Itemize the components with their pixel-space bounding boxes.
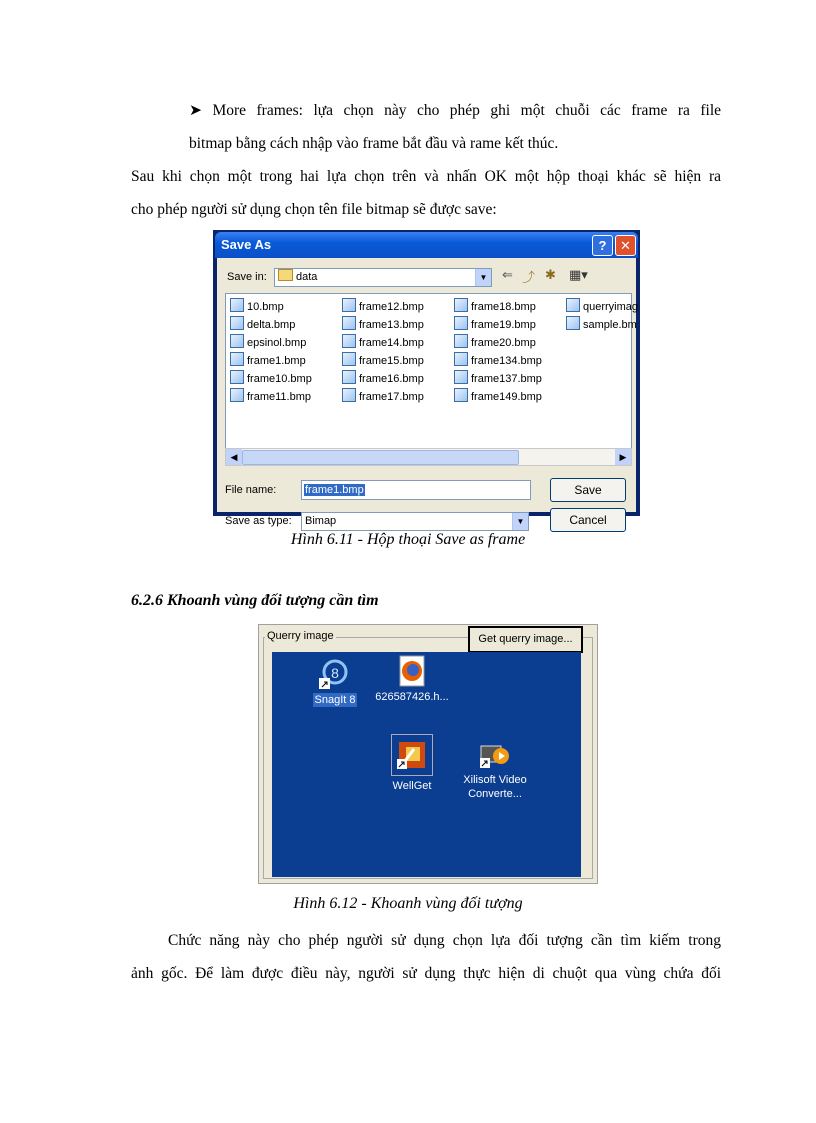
file-name: frame134.bmp — [471, 355, 542, 367]
bullet-line-1 — [189, 94, 721, 127]
file-name: frame17.bmp — [359, 391, 424, 403]
paragraph-2-line-2: ảnh gốc. Để làm được điều này, người sử dụng thực hiện di chuột qua vùng chứa đối — [131, 965, 721, 982]
file-item[interactable] — [454, 352, 562, 368]
desktop-icon-xilisoft[interactable] — [450, 738, 540, 801]
file-name: frame137.bmp — [471, 373, 542, 385]
bitmap-file-icon — [342, 316, 356, 330]
bitmap-file-icon — [342, 388, 356, 402]
bitmap-file-icon — [230, 370, 244, 384]
dialog-title: Save As — [221, 237, 272, 252]
bitmap-file-icon — [230, 334, 244, 348]
file-item[interactable] — [454, 388, 562, 404]
desktop-area[interactable] — [272, 652, 581, 877]
bitmap-file-icon — [342, 334, 356, 348]
caption-figure-6-11: Hình 6.11 - Hộp thoại Save as frame — [290, 531, 526, 548]
section-heading: 6.2.6 Khoanh vùng đối tượng cần tìm — [131, 592, 379, 609]
save-in-value: data — [296, 271, 318, 283]
chevron-down-icon[interactable]: ▼ — [475, 269, 491, 286]
bitmap-file-icon — [454, 370, 468, 384]
desktop-icon-label: SnagIt 8 — [314, 694, 356, 706]
bitmap-file-icon — [230, 298, 244, 312]
close-button[interactable]: ✕ — [615, 235, 636, 256]
new-folder-icon[interactable]: ✱ — [545, 267, 556, 282]
file-name: frame19.bmp — [471, 319, 536, 331]
bitmap-file-icon — [342, 370, 356, 384]
scroll-right-icon[interactable]: ▶ — [615, 449, 631, 465]
file-name: frame1.bmp — [247, 355, 306, 367]
bitmap-file-icon — [454, 316, 468, 330]
video-converter-icon — [479, 738, 511, 770]
file-name: frame16.bmp — [359, 373, 424, 385]
desktop-icon-label: Xilisoft Video — [463, 774, 527, 786]
file-name-value: frame1.bmp — [305, 484, 364, 496]
paragraph-1-line-2: cho phép người sử dụng chọn tên file bitmap sẽ được save: — [131, 201, 497, 218]
bitmap-file-icon — [230, 388, 244, 402]
bullet-line-2: bitmap bằng cách nhập vào frame bắt đầu và rame kết thúc. — [189, 135, 559, 152]
file-item[interactable] — [342, 388, 450, 404]
save-as-type-dropdown[interactable] — [301, 512, 529, 531]
bitmap-file-icon — [454, 334, 468, 348]
bullet-text: More frames: lựa chọn này cho phép ghi một chuỗi các frame ra file — [212, 102, 722, 119]
caption-figure-6-12: Hình 6.12 - Khoanh vùng đối tượng — [293, 895, 523, 912]
file-name: delta.bmp — [247, 319, 296, 331]
desktop-icon-html-file[interactable] — [367, 655, 457, 704]
file-name-input[interactable] — [301, 480, 531, 500]
paragraph-1-line-1: Sau khi chọn một trong hai lựa chọn trên và nhấn OK một hộp thoại khác sẽ hiện ra — [131, 168, 721, 185]
file-item[interactable] — [342, 316, 450, 332]
save-button[interactable]: Save — [550, 478, 626, 502]
svg-text:8: 8 — [331, 665, 339, 681]
help-button[interactable]: ? — [592, 235, 613, 256]
scroll-thumb[interactable] — [242, 450, 519, 465]
file-item[interactable] — [230, 298, 338, 314]
file-item[interactable] — [230, 352, 338, 368]
file-name: frame11.bmp — [247, 391, 311, 403]
file-name: frame149.bmp — [471, 391, 542, 403]
file-item[interactable] — [230, 316, 338, 332]
chevron-down-icon[interactable]: ▼ — [512, 513, 528, 530]
file-name: frame13.bmp — [359, 319, 424, 331]
query-group-label: Querry image — [267, 630, 334, 642]
file-item[interactable] — [230, 334, 338, 350]
desktop-icon-label: WellGet — [392, 780, 432, 792]
file-item[interactable] — [566, 316, 637, 332]
save-as-type-label: Save as type: — [225, 515, 292, 527]
bitmap-file-icon — [454, 352, 468, 366]
file-name: querryimag — [583, 301, 639, 313]
file-item[interactable] — [342, 370, 450, 386]
file-item[interactable] — [342, 298, 450, 314]
save-in-label: Save in: — [227, 271, 267, 283]
file-name: sample.bm — [583, 319, 637, 331]
save-in-dropdown[interactable] — [274, 268, 492, 287]
file-item[interactable] — [230, 370, 338, 386]
wellget-icon — [391, 734, 433, 776]
file-item[interactable] — [566, 298, 639, 314]
file-item[interactable] — [342, 352, 450, 368]
desktop-icon-label-line-2: Converte... — [468, 788, 522, 800]
file-item[interactable] — [342, 334, 450, 350]
scroll-left-icon[interactable]: ◀ — [226, 449, 242, 465]
file-name: epsinol.bmp — [247, 337, 307, 349]
file-name: 10.bmp — [247, 301, 284, 313]
dialog-titlebar — [215, 232, 638, 258]
file-name: frame15.bmp — [359, 355, 424, 367]
bullet-arrow-icon: ➤ — [189, 102, 202, 119]
query-image-panel — [258, 624, 598, 884]
file-item[interactable] — [454, 316, 562, 332]
file-item[interactable] — [454, 298, 562, 314]
get-query-image-button[interactable]: Get querry image... — [468, 626, 583, 653]
bitmap-file-icon — [230, 316, 244, 330]
file-item[interactable] — [230, 388, 338, 404]
file-name: frame20.bmp — [471, 337, 536, 349]
view-menu-icon[interactable]: ▦▾ — [569, 267, 588, 282]
dialog-body — [217, 258, 639, 527]
file-name: frame14.bmp — [359, 337, 424, 349]
back-icon[interactable]: ⇐ — [502, 267, 513, 282]
bitmap-file-icon — [454, 298, 468, 312]
up-folder-icon[interactable]: ⤴ — [522, 270, 536, 285]
snagit-icon — [319, 658, 351, 690]
save-as-type-value: Bimap — [305, 515, 337, 527]
bitmap-file-icon — [566, 316, 580, 330]
paragraph-2-line-1 — [131, 924, 721, 957]
bitmap-file-icon — [342, 298, 356, 312]
folder-icon — [278, 269, 293, 281]
bitmap-file-icon — [566, 298, 580, 312]
desktop-icon-wellget[interactable] — [367, 734, 457, 793]
cancel-button[interactable]: Cancel — [550, 508, 626, 532]
file-name: frame12.bmp — [359, 301, 424, 313]
file-item[interactable] — [454, 334, 562, 350]
bitmap-file-icon — [230, 352, 244, 366]
horizontal-scrollbar[interactable] — [225, 448, 632, 466]
bitmap-file-icon — [342, 352, 356, 366]
file-item[interactable] — [454, 370, 562, 386]
file-list — [225, 293, 639, 455]
file-name: frame10.bmp — [247, 373, 312, 385]
file-name: frame18.bmp — [471, 301, 536, 313]
desktop-icon-label: 626587426.h... — [375, 691, 449, 703]
firefox-document-icon — [396, 655, 428, 687]
paragraph-2-text: Chức năng này cho phép người sử dụng chọn lựa đối tượng cần tìm kiếm trong — [168, 932, 721, 949]
save-as-dialog — [213, 230, 640, 527]
bitmap-file-icon — [454, 388, 468, 402]
file-name-label: File name: — [225, 484, 277, 496]
